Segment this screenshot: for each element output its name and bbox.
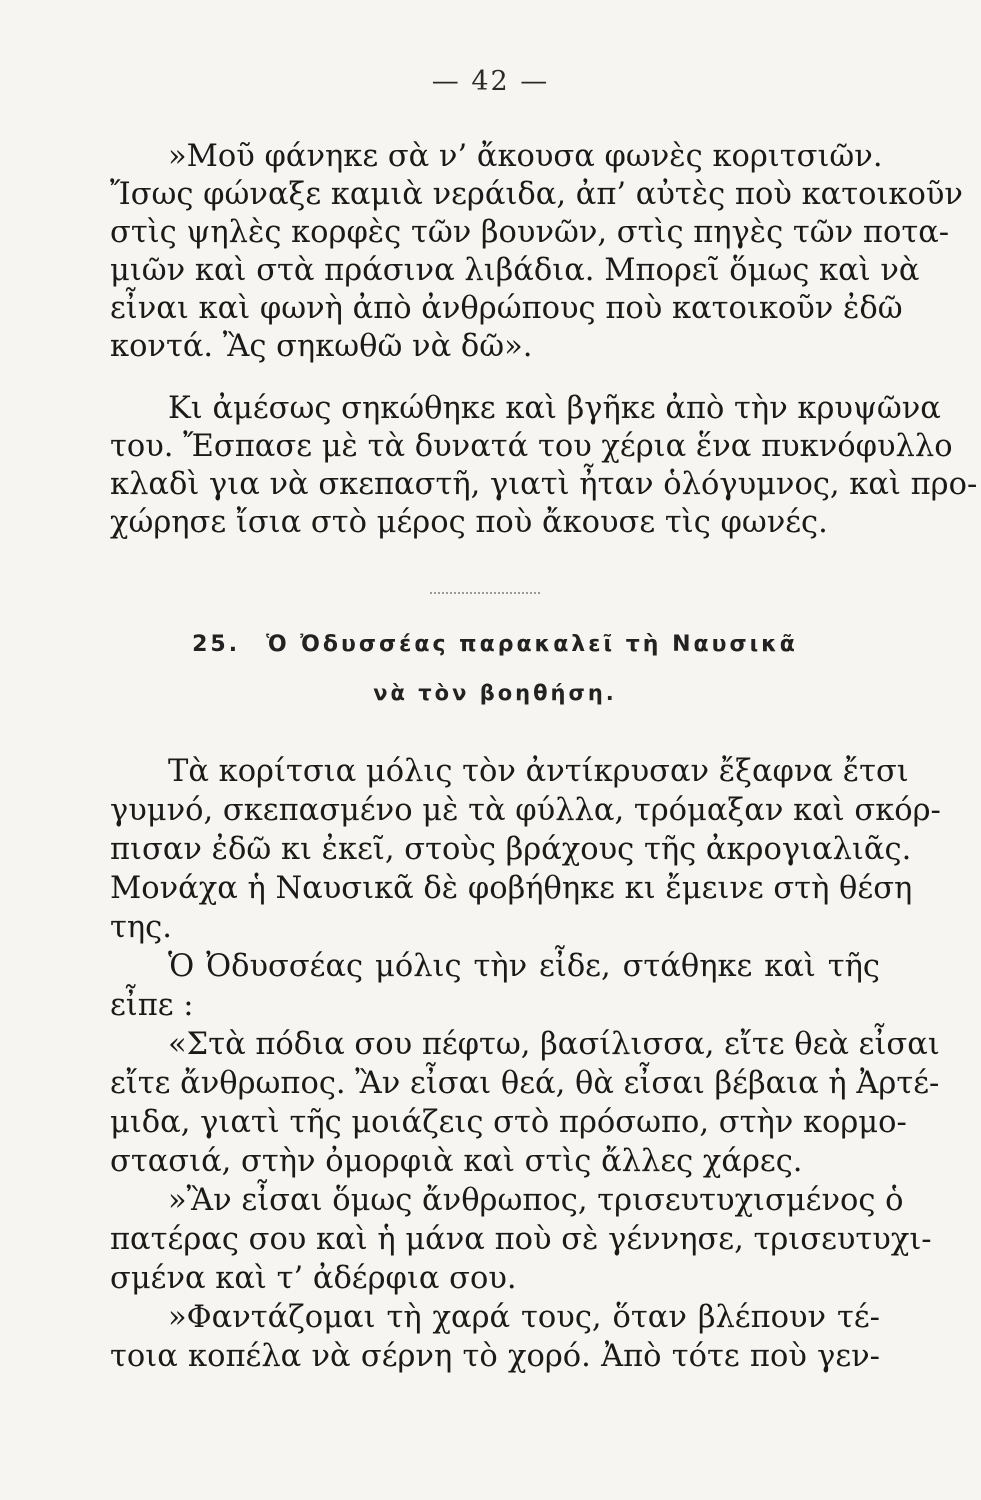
- paragraph-second: [110, 390, 978, 542]
- text-line: χώρησε ἴσια στὸ μέρος ποὺ ἄκουσε τὶς φωνές.: [110, 505, 828, 540]
- text-line: εἶπε :: [110, 988, 194, 1023]
- text-line: μιῶν καὶ στὰ πράσινα λιβάδια. Μπορεῖ ὅμως καὶ νὰ: [110, 253, 920, 288]
- text-line: »Μοῦ φάνηκε σὰ ν’ ἄκουσα φωνὲς κοριτσιῶν.: [168, 139, 883, 174]
- text-line: πισαν ἐδῶ κι ἐκεῖ, στοὺς βράχους τῆς ἀκρογιαλιᾶς.: [110, 832, 912, 867]
- text-line: μιδα, γιατὶ τῆς μοιάζεις στὸ πρόσωπο, στὴν κορμο-: [110, 1105, 907, 1140]
- section-heading: [110, 628, 880, 662]
- text-line: εἴτε ἄνθρωπος. Ἂν εἶσαι θεά, θὰ εἶσαι βέβαια ἡ Ἀρτέ-: [110, 1066, 940, 1101]
- text-line: »Ἂν εἶσαι ὅμως ἄνθρωπος, τρισευτυχισμένος ὁ: [168, 1183, 904, 1218]
- text-line: τοια κοπέλα νὰ σέρνη τὸ χορό. Ἀπὸ τότε ποὺ γεν-: [110, 1339, 880, 1374]
- text-line: σμένα καὶ τ’ ἀδέρφια σου.: [110, 1261, 517, 1296]
- text-line: στασιά, στὴν ὀμορφιὰ καὶ στὶς ἄλλες χάρες.: [110, 1144, 803, 1179]
- text-line: της.: [110, 910, 172, 945]
- section-body: [110, 752, 941, 1376]
- section-title-line-1: Ὁ Ὀδυσσέας παρακαλεῖ τὴ Ναυσικᾶ: [266, 632, 798, 657]
- text-line: »Φαντάζομαι τὴ χαρά τους, ὅταν βλέπουν τέ-: [168, 1300, 880, 1335]
- text-line: του. Ἔσπασε μὲ τὰ δυνατά του χέρια ἕνα πυκνόφυλλο: [110, 429, 953, 464]
- section-divider: [430, 592, 540, 594]
- text-line: στὶς ψηλὲς κορφὲς τῶν βουνῶν, στὶς πηγὲς τῶν ποτα-: [110, 215, 950, 250]
- text-line: Μονάχα ἡ Ναυσικᾶ δὲ φοβήθηκε κι ἔμεινε στὴ θέση: [110, 871, 913, 906]
- text-line: Τὰ κορίτσια μόλις τὸν ἀντίκρυσαν ἔξαφνα ἔτσι: [168, 754, 909, 789]
- text-line: Ἴσως φώναξε καμιὰ νεράιδα, ἀπ’ αὐτὲς ποὺ κατοικοῦν: [110, 177, 963, 212]
- section-title-line-2: νὰ τὸν βοηθήση.: [373, 681, 617, 705]
- text-line: «Στὰ πόδια σου πέφτω, βασίλισσα, εἴτε θεὰ εἶσαι: [168, 1027, 940, 1062]
- text-line: εἶναι καὶ φωνὴ ἀπὸ ἀνθρώπους ποὺ κατοικοῦν ἐδῶ: [110, 291, 903, 326]
- text-line: πατέρας σου καὶ ἡ μάνα ποὺ σὲ γέννησε, τρισευτυχι-: [110, 1222, 932, 1257]
- text-line: γυμνό, σκεπασμένο μὲ τὰ φύλλα, τρόμαξαν καὶ σκόρ-: [110, 793, 941, 828]
- text-line: κοντά. Ἂς σηκωθῶ νὰ δῶ».: [110, 329, 533, 364]
- section-number: 25.: [192, 632, 241, 657]
- paragraph-top: [110, 138, 963, 366]
- text-line: Ὁ Ὀδυσσέας μόλις τὴν εἶδε, στάθηκε καὶ τῆς: [168, 949, 880, 984]
- text-line: κλαδὶ για νὰ σκεπαστῆ, γιατὶ ἦταν ὁλόγυμνος, καὶ προ-: [110, 467, 978, 502]
- page-number: — 42 —: [431, 66, 550, 97]
- text-line: Κι ἀμέσως σηκώθηκε καὶ βγῆκε ἀπὸ τὴν κρυψῶνα: [168, 391, 941, 426]
